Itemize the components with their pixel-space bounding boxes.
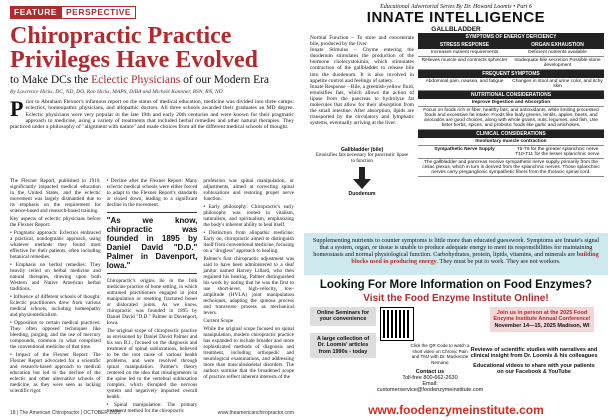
cell: Abdominal pain, nausea, and fatigue: [425, 79, 504, 84]
dropcap: P: [10, 99, 24, 121]
paragraph: The original scope of chiropractic practice as envisioned by Daniel David Palmer and his son B.J., focused on the diagnosis and treatment of spinal subluxations, believed to be the root cause of various health problems, and were resolved through spinal manipulation. Palmer's theory centered on the idea that misalignments in the spine led to the vertebral subluxation complex, which disrupted the nervous system and negatively impacted overall health.: [106, 328, 198, 400]
organ-subtitle: GALLBLADDER: [431, 26, 481, 33]
paragraph: • Early philosophy: Chiropractic's early philosophy was rooted in vitalism, naturalism, and spiritualism, emphasizing the body's inherent ability to heal itself.: [203, 204, 295, 228]
nutrition-text: Focus on foods rich in fiber, healthy fats, and antioxidants, while limiting processed foods and excessive fat intake. Foods like leafy greens, lentils, apples, beets, and avocados are good choices, along with whole grains, nuts, legumes, and fish. Use bitter herbs, spices, and probiotic foods like garlic and artichokes.: [418, 107, 604, 130]
info-boxes: [310, 307, 602, 393]
section-tag: [10, 6, 294, 19]
gallbladder-diagram: [314, 147, 410, 217]
website-url[interactable]: www.foodenzymeinstitute.com: [368, 403, 544, 417]
cell: Increases nutrient requirements: [430, 50, 499, 55]
column-3: [203, 178, 294, 420]
qr-caption: Click the QR Code to watch a short video on Chronic Pain and TMJ with Dr. Mackenzie Nemanic: [410, 343, 470, 365]
toll-free[interactable]: Toll-free 800-662-2630: [402, 375, 458, 381]
paragraph: Key aspects of eclectic physicians before the Flexner Report:: [10, 216, 101, 228]
gallbladder-desc: Emulsifies fats necessary for pancreatic lipase to function: [315, 153, 409, 164]
pull-quote: "As we know, chiropractic was founded in 1895 by Daniel David "D.D." Palmer in Davenport, Iowa.": [107, 212, 198, 274]
paragraph: • Distinction from allopathic medicine: Early on, chiropractic aimed to distinguish itself from conventional medicine, focusing on a "drugless" approach to healing.: [203, 230, 295, 254]
duodenum-label: Duodenum: [348, 191, 376, 197]
conference-dates: November 14—15, 2025 Madison, WI: [494, 322, 590, 329]
visit-heading: Visit the Food Enzyme Institute Online!: [363, 293, 549, 304]
banner-text-end: . They must be put to work. They are not workers.: [436, 258, 561, 265]
banner-emphasis: building blocks used in producing energy: [351, 251, 599, 265]
cell: Changes in stool and urine color, and itchy skin: [512, 79, 603, 89]
paragraph: • Emphasis on herbal remedies: They heavily relied on herbal medicine and natural therapies, drawing upon both Western and Native American herbal traditions.: [10, 262, 101, 292]
table-header-clinical: CLINICAL CONSIDERATIONS: [418, 130, 604, 138]
col-header-exhaustion: ORGAN EXHAUSTION: [531, 42, 584, 48]
clinical-text: The gallbladder and pancreas receive sympathetic nerve supply primarily from the celiac plexus, which in turn is derived from the splanchnic nerves. Those splanchnic nerves carry preganglionic sympathetic fibers from the thoracic spinal cord.: [418, 159, 604, 177]
table-header-frequent: FREQUENT SYMPTOMS: [418, 70, 604, 78]
online-seminars-box[interactable]: Online Seminars for your convenience: [310, 307, 376, 326]
contact-heading: Contact us: [415, 369, 445, 375]
cell: Deficient nutrients available: [528, 50, 587, 55]
col-header-stress: STRESS RESPONSE: [439, 42, 490, 48]
paragraph: Innate Stimulus – Chyme entering the duodenum stimulates the production of the hormone cholecystokinin, which stimulates contraction of the gallbladder to release bile into the duodenum. It is also involved in appetite control and feelings of satiety.: [310, 47, 414, 84]
table-col-headers: [418, 41, 604, 49]
qr-code-icon[interactable]: [380, 307, 414, 341]
paragraph: The Flexner Report, published in 1910, significantly impacted medical education in the United States, and the eclectic movement was largely dismantled due to its emphasis on the requirement for science-based and research-based training.: [10, 178, 101, 214]
paragraph: • Pragmatic approach: Eclectics embraced a practical, nondogmatic approach, using whatever methods they found most effective for their patients, often including botanical remedies.: [10, 230, 101, 260]
cell: Sympathetic Nerve Supply: [434, 147, 495, 152]
email-link[interactable]: Email: customerservice@foodenzymeinstitute.com: [376, 381, 484, 393]
innate-title: INNATE INTELLIGENCE: [366, 9, 546, 26]
paragraph: Palmer's first chiropractic adjustment was said to have been administered to a deaf janitor named Harvey Lillard, who then regained his hearing. Palmer distinguished his work by noting that he was the first to use short-lever, high-velocity, low-amplitude (HVLA) joint manipulation techniques, adapting the spinous process and transverse process as mechanical levers.: [203, 256, 295, 316]
contact-block: [370, 369, 490, 393]
table-header-symptoms: SYMPTOMS OF ENERGY DEFICIENCY: [418, 33, 604, 41]
column-1: [10, 178, 101, 420]
paragraph: Normal Function – To store and concentrate bile, produced by the liver.: [310, 35, 414, 48]
intro-text: rior to Abraham Flexner's infamous report on the status of medical education, medicine was divided into three camps: eclectics, homeopathic physicians, and allopathic doctors. All three schools awarded their graduates an MD degree. Eclectic physicians were very popular in the late 19th and early 20th centuries and were known for their pragmatic approach to medicine, using a variety of treatments that included herbal remedies and other natural therapies. They practiced under a philosophy of "alignment with nature" and made choices from all the different medical schools of thought.: [10, 99, 294, 131]
page-footer-left: 18 | The American Chiropractor | OCTOBER 2025: [10, 410, 121, 416]
table-row: [418, 49, 604, 57]
byline: By Lawrence Hicks, DC, ND, DO, Ron Hicks, MAPS, DiBA and Michele Kaminer, BSN, RN, ND: [10, 89, 223, 95]
subhead-emphasis: Eclectic Physicians: [91, 74, 181, 86]
cell: Relieves muscle and contracts sphincter: [421, 58, 508, 63]
table-header-nutrition: NUTRITIONAL CONSIDERATIONS: [418, 91, 604, 99]
advertorial-tag: Educational Advertorial Series By Dr. Howard Loomis • Part 6: [380, 4, 532, 10]
nutrition-subhead: Improve Digestion and Absorption: [418, 99, 604, 107]
conference-text: Join us in person at the 2025 Food Enzyme Institute Annual Conference!: [493, 310, 591, 323]
perspective-tag: PERSPECTIVE: [61, 6, 136, 19]
paragraph: profession was spinal manipulation, or adjustments, aimed at correcting spinal subluxations and restoring proper nerve function.: [203, 178, 295, 202]
intro-paragraph: [10, 99, 294, 175]
headline: [10, 24, 294, 72]
page-footer-url: www.theamericanchiropractor.com: [217, 410, 294, 416]
paragraph: • Decline after the Flexner Report: Many eclectic medical schools were either forced to adapt to the Flexner Report's standards or closed down, leading to a significant decline in the movement.: [106, 178, 198, 208]
paragraph: Innate Response – Bile, a greenish-yellow fluid, emulsifies fats, which allows the action of lipase from the pancreas to hydrolyze fat molecules that allow for their absorption from the small intestine. After absorption, lipids are transported by the circulatory and lymphatic systems, eventually arriving at the liver.: [310, 83, 414, 127]
videos-text: Educational videos to share with your patients on our Facebook & YouTube: [473, 363, 595, 376]
headline-line-2: Privileges Have Evolved: [10, 47, 258, 73]
subhead-pre: to Make DCs the: [10, 74, 92, 86]
paragraph: • Influence of different schools of thought: Eclectic practitioners drew from various medical schools, including homeopathy and physiomedicalism.: [10, 294, 101, 318]
paragraph: • Spinal manipulation: The primary treatment method for the chiropractic: [106, 402, 198, 414]
paragraph: • Opposition to certain medical practices: They often opposed techniques like bleeding, purging, and the use of mercury compounds, common in what comprised the conventional medicine of that time.: [10, 320, 101, 350]
paragraph: Current Scope: [203, 318, 234, 324]
looking-heading: Looking For More Information on Food Enzymes?: [319, 279, 593, 291]
column-2: [107, 178, 198, 420]
table-row: [418, 146, 604, 159]
headline-line-1: Chiropractic Practice: [10, 23, 232, 49]
article-columns: [10, 178, 294, 420]
cell: T5-T9 for the greater splanchnic nerve T10-T11 for the lesser splanchnic nerve: [515, 147, 600, 157]
conference-box[interactable]: [490, 307, 594, 332]
clinical-subhead: Involuntary muscle contraction: [418, 138, 604, 146]
energy-banner: [304, 233, 608, 275]
feature-tag: FEATURE: [10, 6, 61, 19]
energy-table: [418, 33, 608, 207]
right-page: [304, 0, 608, 420]
article-library-box[interactable]: A large collection of Dr. Loomis' articles from 1990s - today: [310, 333, 376, 358]
function-text: [304, 33, 418, 145]
cell: Inadequate bile secretion Possible stone development: [514, 58, 601, 68]
paragraph: • Impact of the Flexner Report: The Flexner Report advocated for a scientific and research-based approach to medical education but led to the decline of the eclectic and other alternative schools of medicine, as they were seen as lacking scientific rigor.: [10, 352, 101, 394]
down-arrow-icon: [352, 167, 372, 189]
gallbladder-label: Gallbladder (bile): [340, 147, 384, 153]
reviews-text: Reviews of scientific studies with narratives and clinical insight from Dr. Loomis & his colleagues: [470, 347, 598, 360]
subheadline: [10, 74, 294, 87]
subhead-post: of our Modern Era: [180, 74, 270, 86]
table-row: [418, 57, 604, 70]
banner-text: Supplementing nutrients to counter symptoms is little more than educated guesswork. Symptoms are Innate's signal that a system, organ, or tissue is unable to produce adequate energy to meet its responsibilities for maintaining homeostasis and normal physiological function. Carbohydrates, protein, lipids, vitamins, and minerals are: [312, 237, 600, 258]
table-row: [418, 78, 604, 91]
cta-heading: [304, 279, 608, 305]
paragraph: While the original scope focused on spinal manipulation, modern chiropractic practice has expanded to include broader and more sophisticated methods of diagnosis and treatment, including orthopedic and neurological examinations, and addressing more than musculoskeletal disorders. The authors surmise that the broadened scope of practice reflect inherent interests of the: [203, 326, 295, 380]
paragraph: Chiropractic's origins lie in the folk medicine practice of bone setting, in which untrained practitioners engaged in joint manipulation or resetting fractured bones or dislocated joints. As we know, chiropractic was founded in 1895 by Daniel David "D.D." Palmer in Davenport, Iowa.: [106, 278, 198, 326]
